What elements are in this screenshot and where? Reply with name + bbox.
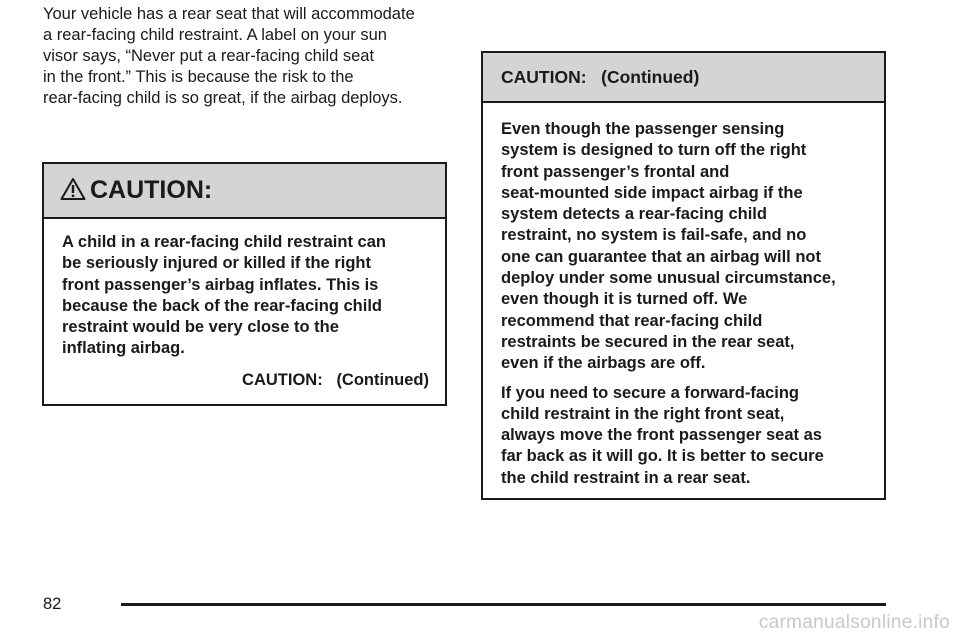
caution-line: deploy under some unusual circumstance, — [501, 269, 836, 288]
caution-line: front passenger’s frontal and — [501, 162, 730, 181]
caution-line: even if the airbags are off. — [501, 354, 706, 373]
caution-line: even though it is turned off. We — [501, 290, 748, 309]
intro-line: visor says, “Never put a rear-facing child seat — [43, 47, 375, 65]
page-number: 82 — [43, 595, 62, 613]
caution-line: restraint would be very close to the — [62, 318, 339, 337]
caution-continued-title: CAUTION: (Continued) — [501, 66, 700, 87]
caution-line: If you need to secure a forward-facing — [501, 383, 799, 402]
intro-line: a rear-facing child restraint. A label on your sun — [43, 26, 387, 44]
caution-continued-label: CAUTION: (Continued) — [242, 370, 429, 389]
caution-line: system detects a rear-facing child — [501, 205, 767, 224]
caution-line: front passenger’s airbag inflates. This is — [62, 275, 379, 294]
watermark: carmanualsonline.info — [758, 612, 950, 633]
caution-title: CAUTION: — [90, 176, 213, 204]
caution-paragraph-1 — [501, 119, 870, 375]
intro-line: in the front.” This is because the risk to the — [43, 68, 354, 86]
caution-box — [42, 162, 447, 406]
caution-line: the child restraint in a rear seat. — [501, 468, 751, 487]
caution-continued-body — [483, 103, 884, 489]
caution-line: seat-mounted side impact airbag if the — [501, 183, 803, 202]
caution-line: because the back of the rear-facing child — [62, 296, 383, 315]
caution-line: Even though the passenger sensing — [501, 120, 785, 138]
intro-line: Your vehicle has a rear seat that will accommodate — [43, 5, 415, 23]
caution-line: restraint, no system is fail-safe, and no — [501, 226, 807, 245]
caution-line: always move the front passenger seat as — [501, 426, 822, 445]
caution-text — [62, 232, 429, 360]
caution-paragraph-2 — [501, 383, 870, 489]
caution-header — [44, 164, 445, 219]
caution-line: child restraint in the right front seat, — [501, 404, 785, 423]
caution-line: restraints be secured in the rear seat, — [501, 332, 795, 351]
caution-continued-box — [481, 51, 886, 500]
intro-line: rear-facing child is so great, if the airbag deploys. — [43, 89, 403, 107]
caution-line: far back as it will go. It is better to secure — [501, 447, 824, 466]
caution-line: A child in a rear-facing child restraint can — [62, 233, 386, 251]
caution-line: one can guarantee that an airbag will not — [501, 247, 821, 266]
intro-paragraph — [43, 4, 453, 109]
caution-line: recommend that rear-facing child — [501, 311, 763, 330]
warning-triangle-icon — [60, 177, 86, 201]
footer-divider — [121, 603, 886, 606]
caution-line: system is designed to turn off the right — [501, 141, 807, 160]
caution-line: be seriously injured or killed if the right — [62, 254, 371, 273]
caution-body — [44, 219, 445, 391]
caution-continued-header — [483, 53, 884, 103]
caution-line: inflating airbag. — [62, 339, 185, 358]
